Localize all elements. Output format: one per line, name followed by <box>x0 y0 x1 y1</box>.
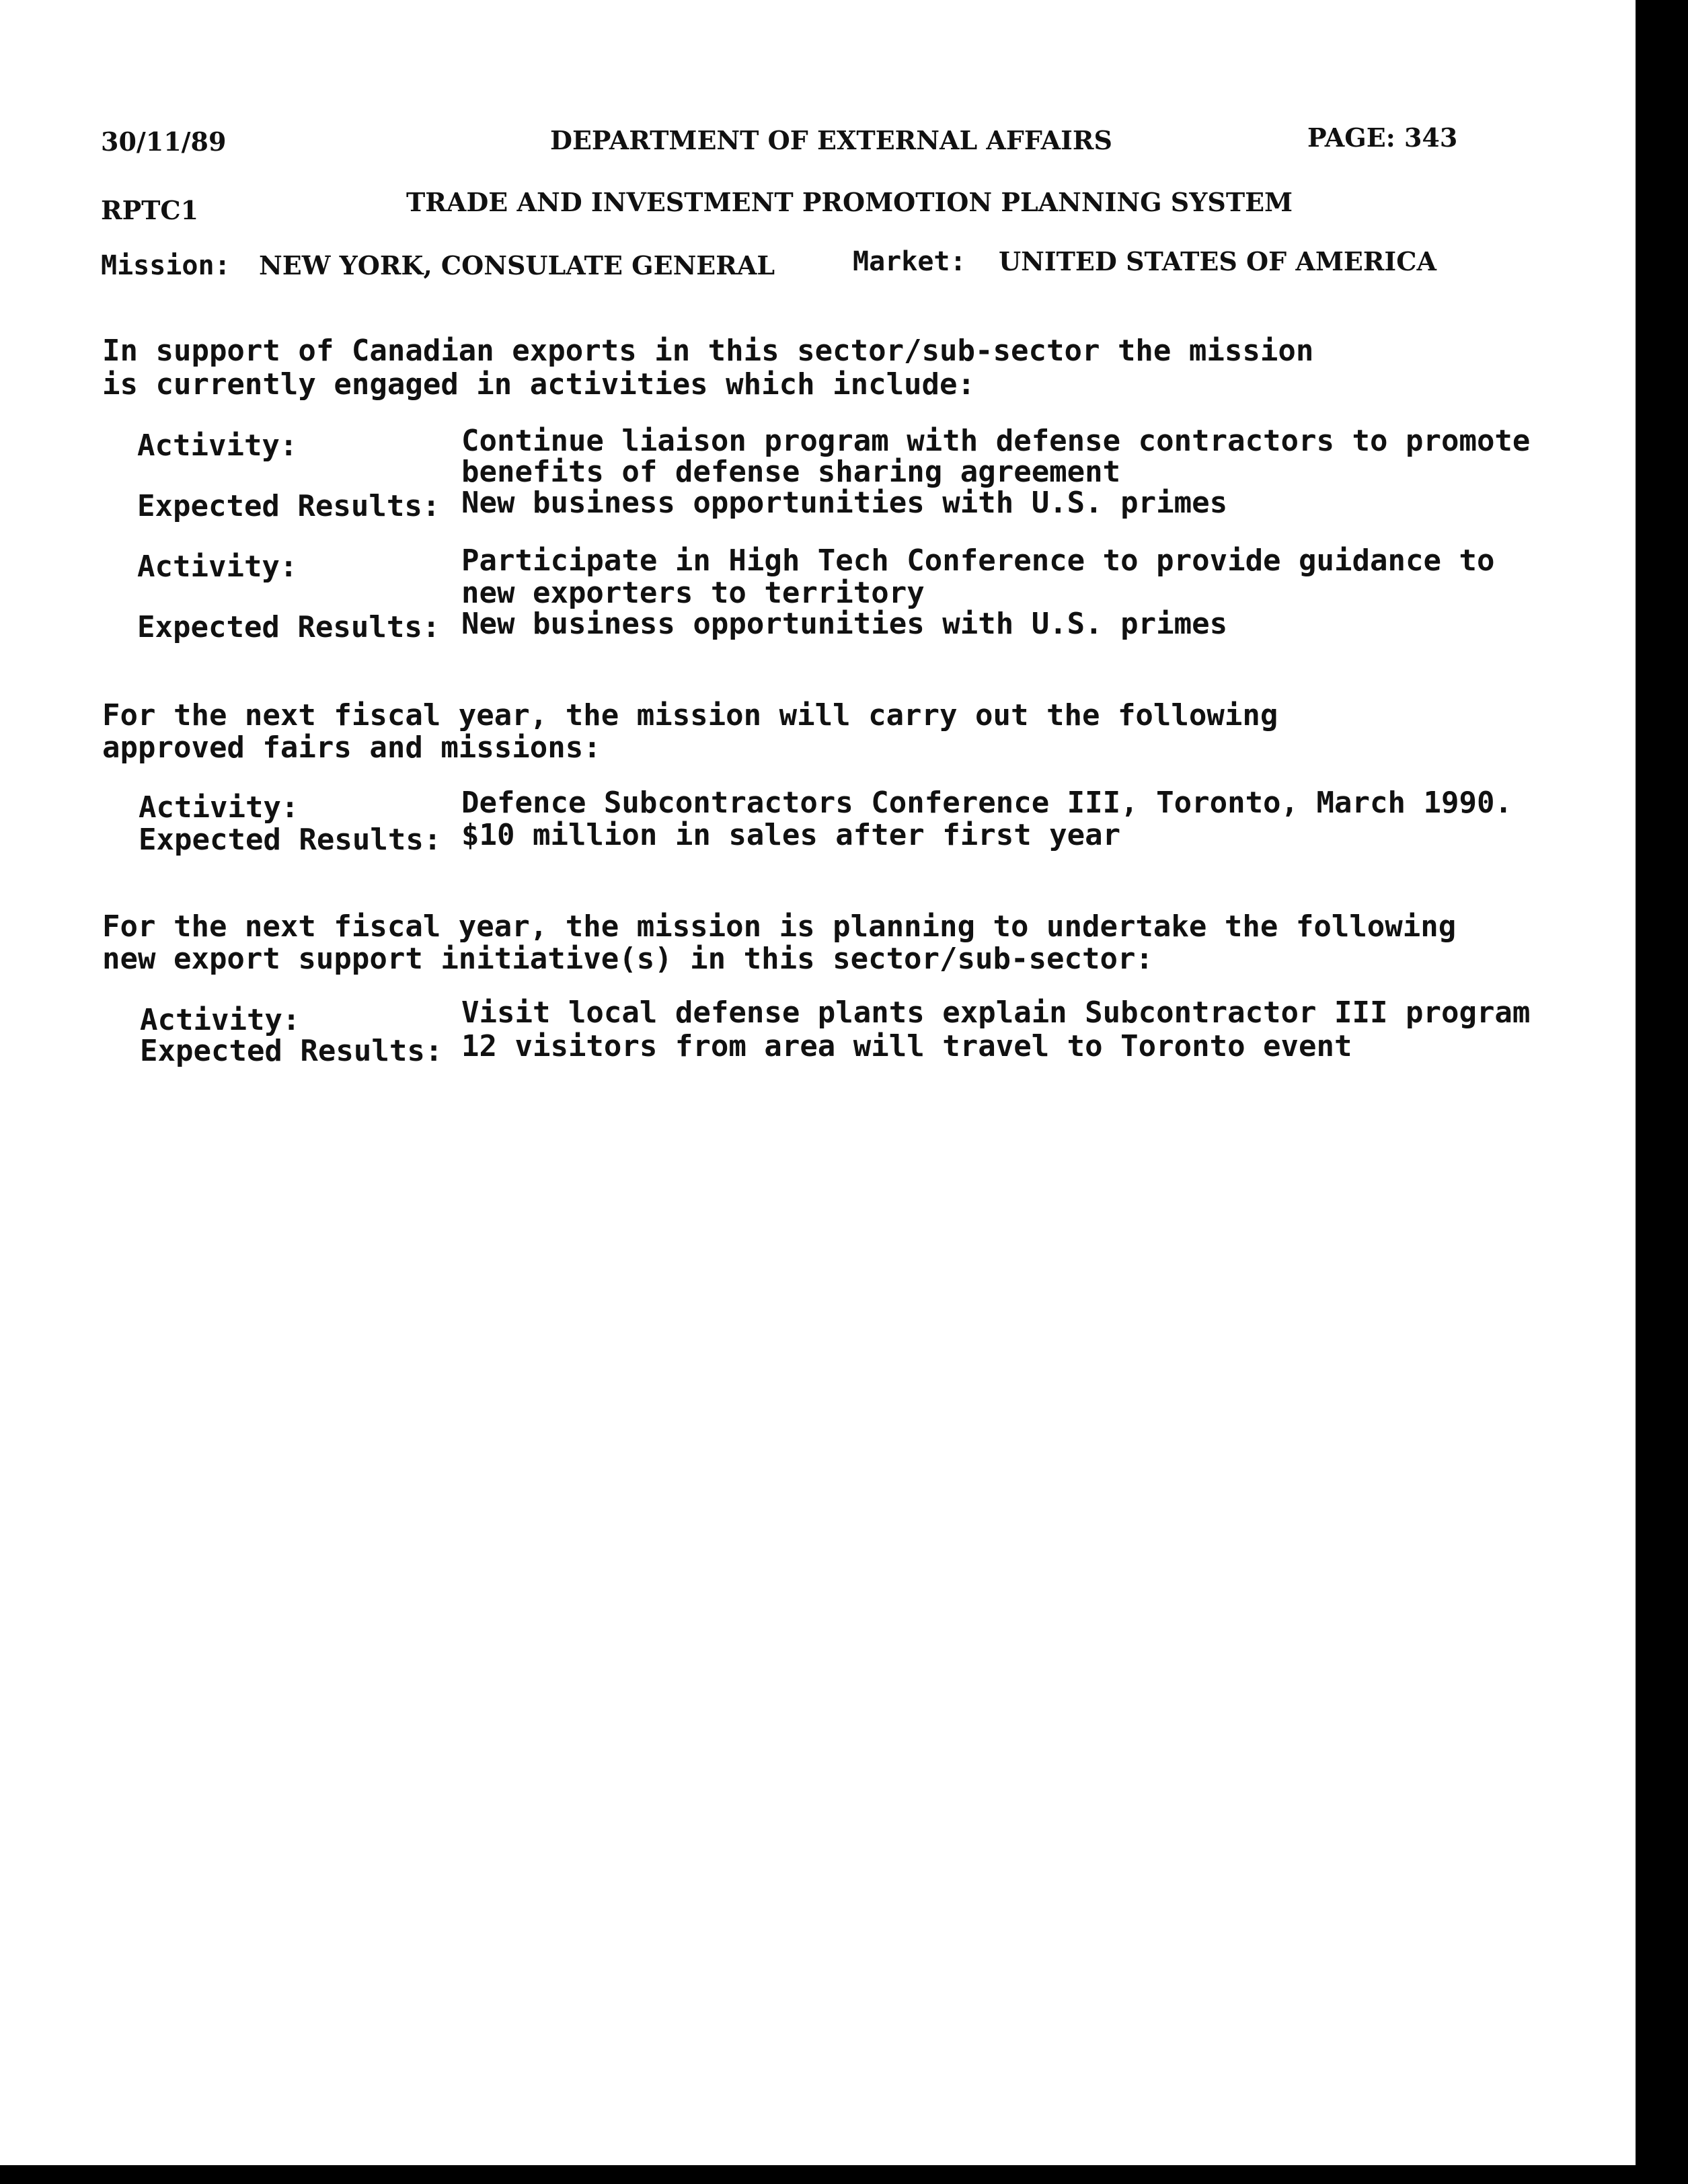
expected-results-label: Expected Results: <box>139 823 442 857</box>
mission-value: NEW YORK, CONSULATE GENERAL <box>259 250 775 280</box>
activity-label: Activity: <box>137 550 298 584</box>
department-title: DEPARTMENT OF EXTERNAL AFFAIRS <box>550 125 1112 155</box>
expected-results-4: 12 visitors from area will travel to Toronto event <box>461 1029 1352 1063</box>
system-title: TRADE AND INVESTMENT PROMOTION PLANNING SYSTEM <box>406 187 1293 217</box>
activity-label: Activity: <box>140 1003 301 1037</box>
scan-edge-bottom <box>0 2165 1688 2184</box>
section-2-intro-line-2: approved fairs and missions: <box>102 730 601 765</box>
activity-1-line-1: Continue liaison program with defense contractors to promote <box>461 424 1531 458</box>
activity-3-line-1: Defence Subcontractors Conference III, Toronto, March 1990. <box>461 786 1512 820</box>
activity-1-line-2: benefits of defense sharing agreement <box>461 455 1121 489</box>
activity-2-line-2: new exporters to territory <box>461 576 925 610</box>
activity-2-line-1: Participate in High Tech Conference to provide guidance to <box>461 543 1495 578</box>
section-3-intro-line-2: new export support initiative(s) in this sector/sub-sector: <box>102 942 1153 976</box>
expected-results-label: Expected Results: <box>140 1034 443 1068</box>
market-label: Market: <box>853 246 966 277</box>
mission-label: Mission: <box>101 250 231 281</box>
expected-results-label: Expected Results: <box>137 610 440 644</box>
page-number: PAGE: 343 <box>1307 122 1458 153</box>
expected-results-label: Expected Results: <box>137 489 440 523</box>
activity-label: Activity: <box>137 428 298 463</box>
section-3-intro-line-1: For the next fiscal year, the mission is planning to undertake the following <box>102 909 1457 944</box>
market-value: UNITED STATES OF AMERICA <box>999 246 1436 276</box>
section-1-intro-line-1: In support of Canadian exports in this sector/sub-sector the mission <box>102 334 1314 368</box>
activity-label: Activity: <box>139 790 299 825</box>
activity-4-line-1: Visit local defense plants explain Subcontractor III program <box>461 995 1531 1030</box>
report-code: RPTC1 <box>101 195 199 225</box>
section-2-intro-line-1: For the next fiscal year, the mission will carry out the following <box>102 698 1278 732</box>
expected-results-3: $10 million in sales after first year <box>461 818 1121 852</box>
expected-results-2: New business opportunities with U.S. primes <box>461 607 1228 641</box>
section-1-intro-line-2: is currently engaged in activities which include: <box>102 367 976 402</box>
report-date: 30/11/89 <box>101 126 227 157</box>
expected-results-1: New business opportunities with U.S. primes <box>461 486 1228 520</box>
scan-edge-right <box>1636 0 1688 2184</box>
